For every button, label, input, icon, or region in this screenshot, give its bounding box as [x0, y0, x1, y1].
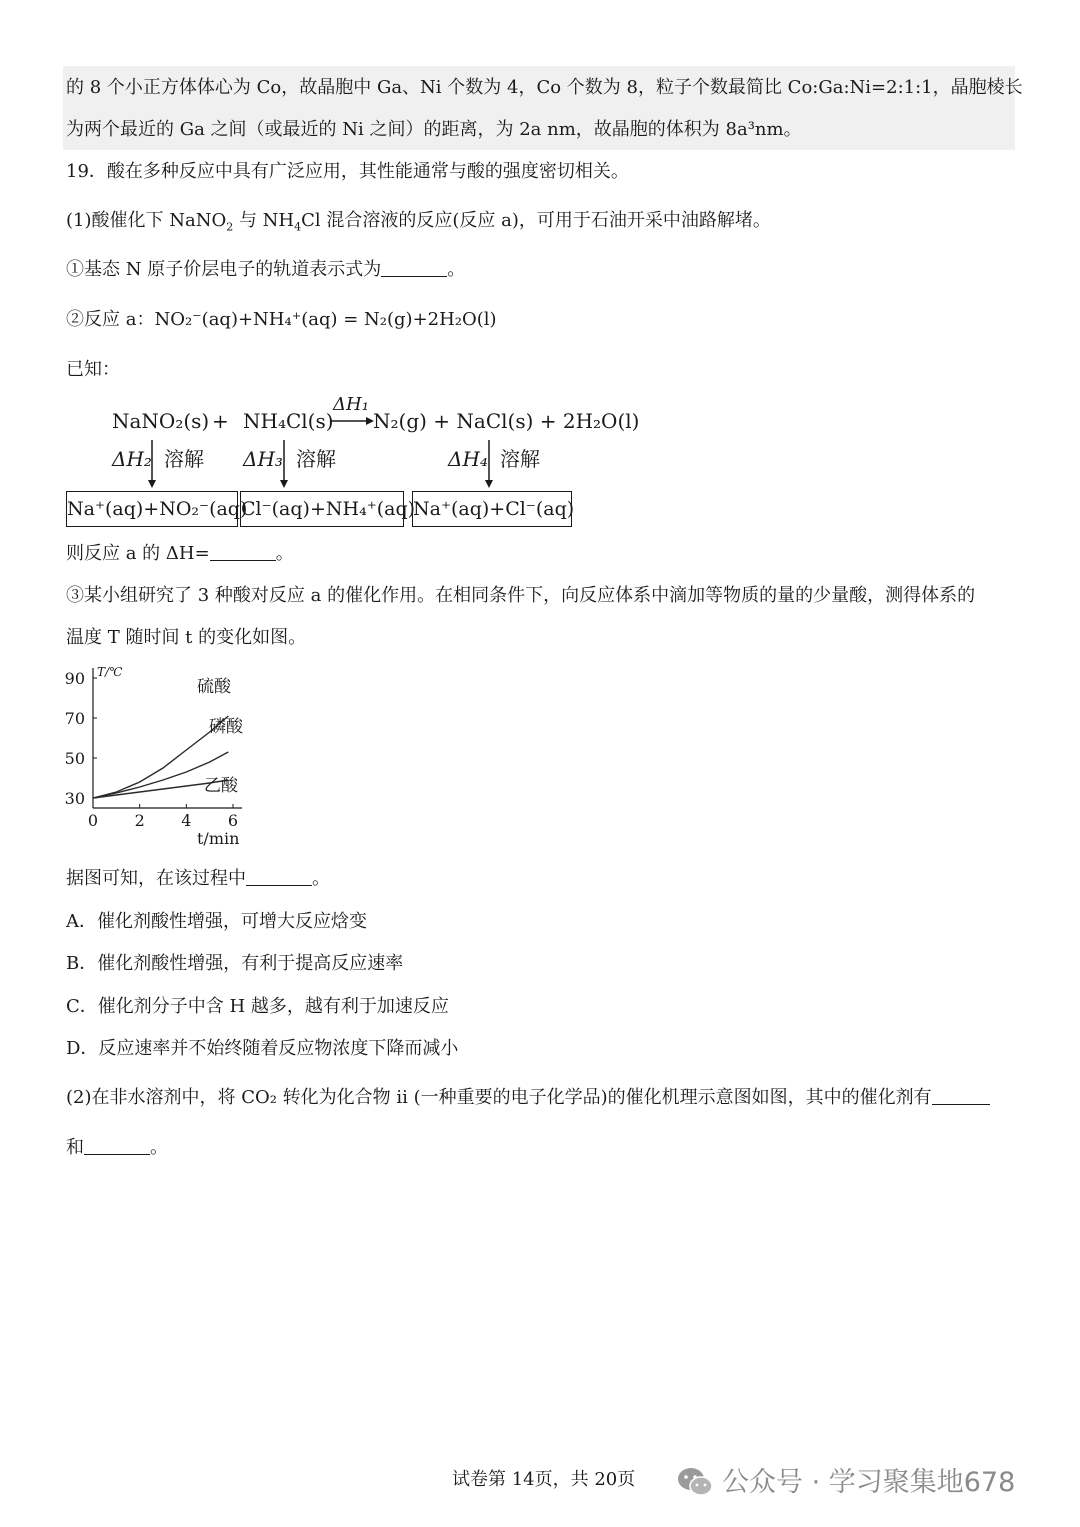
series-label-2: 磷酸 [209, 717, 243, 737]
sub-question-2: ②反应 a：NO₂⁻(aq)+NH₄⁺(aq) = N₂(g)+2H₂O(l) [66, 309, 497, 330]
sub-question-1-end: 。 [447, 259, 466, 280]
series-label-3: 乙酸 [204, 776, 238, 796]
dissolve-arrow-2 [277, 440, 291, 488]
page-number: 试卷第 14页，共 20页 [452, 1469, 636, 1490]
solution-line-1: 的 8 个小正方体体心为 Co，故晶胞中 Ga、Ni 个数为 4，Co 个数为 8，粒子个数最简比 Co:Ga:Ni=2:1:1，晶胞棱长 [66, 77, 1023, 98]
plus-sign: + [212, 409, 229, 433]
dissolve-label-1: 溶解 [164, 447, 204, 471]
solution-line-2: 为两个最近的 Ga 之间（或最近的 Ni 之间）的距离，为 2a nm，故晶胞的体积为 8a³nm。 [66, 119, 802, 140]
delta-h-question-text: 则反应 a 的 ΔH= [66, 543, 210, 564]
reactant-nano2: NaNO₂(s) [112, 409, 210, 433]
part-2-line-1 [66, 1086, 990, 1110]
answer-blank-2[interactable] [210, 542, 276, 561]
judge-prompt-end: 。 [312, 868, 330, 889]
products: N₂(g) + NaCl(s) + 2H₂O(l) [373, 409, 640, 433]
delta-h1-label: ΔH₁ [333, 394, 369, 415]
sub-question-1 [66, 258, 465, 282]
x-tick-label: 0 [87, 811, 99, 830]
y-tick-label: 30 [64, 789, 85, 808]
option-a[interactable]: A．催化剂酸性增强，可增大反应焓变 [66, 911, 367, 932]
y-tick-label: 70 [64, 709, 85, 728]
option-b[interactable]: B．催化剂酸性增强，有利于提高反应速率 [66, 953, 404, 974]
answer-blank-4[interactable] [932, 1086, 990, 1105]
part-2-end: 。 [150, 1137, 168, 1158]
delta-h-question [66, 542, 294, 566]
x-tick-label: 2 [134, 811, 145, 830]
y-axis-label: T/℃ [97, 665, 123, 679]
series-label-1: 硫酸 [197, 677, 231, 697]
delta-h3-label: ΔH₃ [243, 447, 283, 471]
reaction-arrow [330, 416, 374, 426]
sub-question-3-line-2: 温度 T 随时间 t 的变化如图。 [66, 627, 307, 648]
answer-blank-5[interactable] [84, 1136, 150, 1155]
part-2-text: (2)在非水溶剂中，将 CO₂ 转化为化合物 ii (一种重要的电子化学品)的催化机理示意图如图，其中的催化剂有 [66, 1087, 932, 1108]
part-1-text-a: (1)酸催化下 NaNO [66, 210, 227, 231]
sub-question-1-text: ①基态 N 原子价层电子的轨道表示式为 [66, 259, 382, 280]
dissolve-arrow-3 [482, 440, 496, 488]
known-label: 已知： [66, 359, 120, 380]
dissolve-label-3: 溶解 [500, 447, 540, 471]
y-tick-label: 90 [64, 669, 85, 688]
part-1-intro: (1)酸催化下 NaNO$_2$ 与 $NH_4Cl$ 混合溶液的反应(反应 a)，可用于石油开采中油路解堵。 [66, 210, 771, 234]
temperature-time-chart [60, 660, 260, 860]
judge-prompt-text: 据图可知，在该过程中 [66, 868, 246, 889]
answer-blank-1[interactable] [381, 258, 447, 277]
part-1-text-b: 与 NH [238, 210, 295, 231]
reactant-nh4cl: NH₄Cl(s) [243, 409, 334, 433]
option-d[interactable]: D．反应速率并不始终随着反应物浓度下降而减小 [66, 1038, 459, 1059]
ions-box-2: Cl⁻(aq)+NH₄⁺(aq) [240, 491, 404, 527]
chart-labels-group [65, 665, 244, 848]
y-tick-label: 50 [64, 749, 85, 768]
dissolve-label-2: 溶解 [296, 447, 336, 471]
part-2-line-2 [66, 1136, 168, 1160]
x-tick-label: 4 [181, 811, 192, 830]
delta-h4-label: ΔH₄ [448, 447, 488, 471]
part-1-text-c: Cl 混合溶液的反应(反应 a)，可用于石油开采中油路解堵。 [301, 210, 771, 231]
judge-prompt [66, 867, 330, 891]
question-19-stem: 19．酸在多种反应中具有广泛应用，其性能通常与酸的强度密切相关。 [66, 161, 629, 182]
watermark-text: 公众号 · 学习聚集地678 [722, 1467, 1016, 1498]
delta-h2-label: ΔH₂ [112, 447, 152, 471]
part-2-and: 和 [66, 1137, 84, 1158]
sub-question-3-line-1: ③某小组研究了 3 种酸对反应 a 的催化作用。在相同条件下，向反应体系中滴加等物质的量的少量酸，测得体系的 [66, 585, 976, 606]
ions-box-3: Na⁺(aq)+Cl⁻(aq) [412, 491, 572, 527]
wechat-icon [676, 1464, 716, 1500]
dissolve-arrow-1 [145, 440, 159, 488]
answer-blank-3[interactable] [246, 867, 312, 886]
option-c[interactable]: C．催化剂分子中含 H 越多，越有利于加速反应 [66, 996, 449, 1017]
delta-h-question-end: 。 [275, 543, 294, 564]
ions-box-1: Na⁺(aq)+NO₂⁻(aq) [66, 491, 238, 527]
x-axis-label: t/min [197, 829, 240, 848]
x-tick-label: 6 [227, 811, 239, 830]
